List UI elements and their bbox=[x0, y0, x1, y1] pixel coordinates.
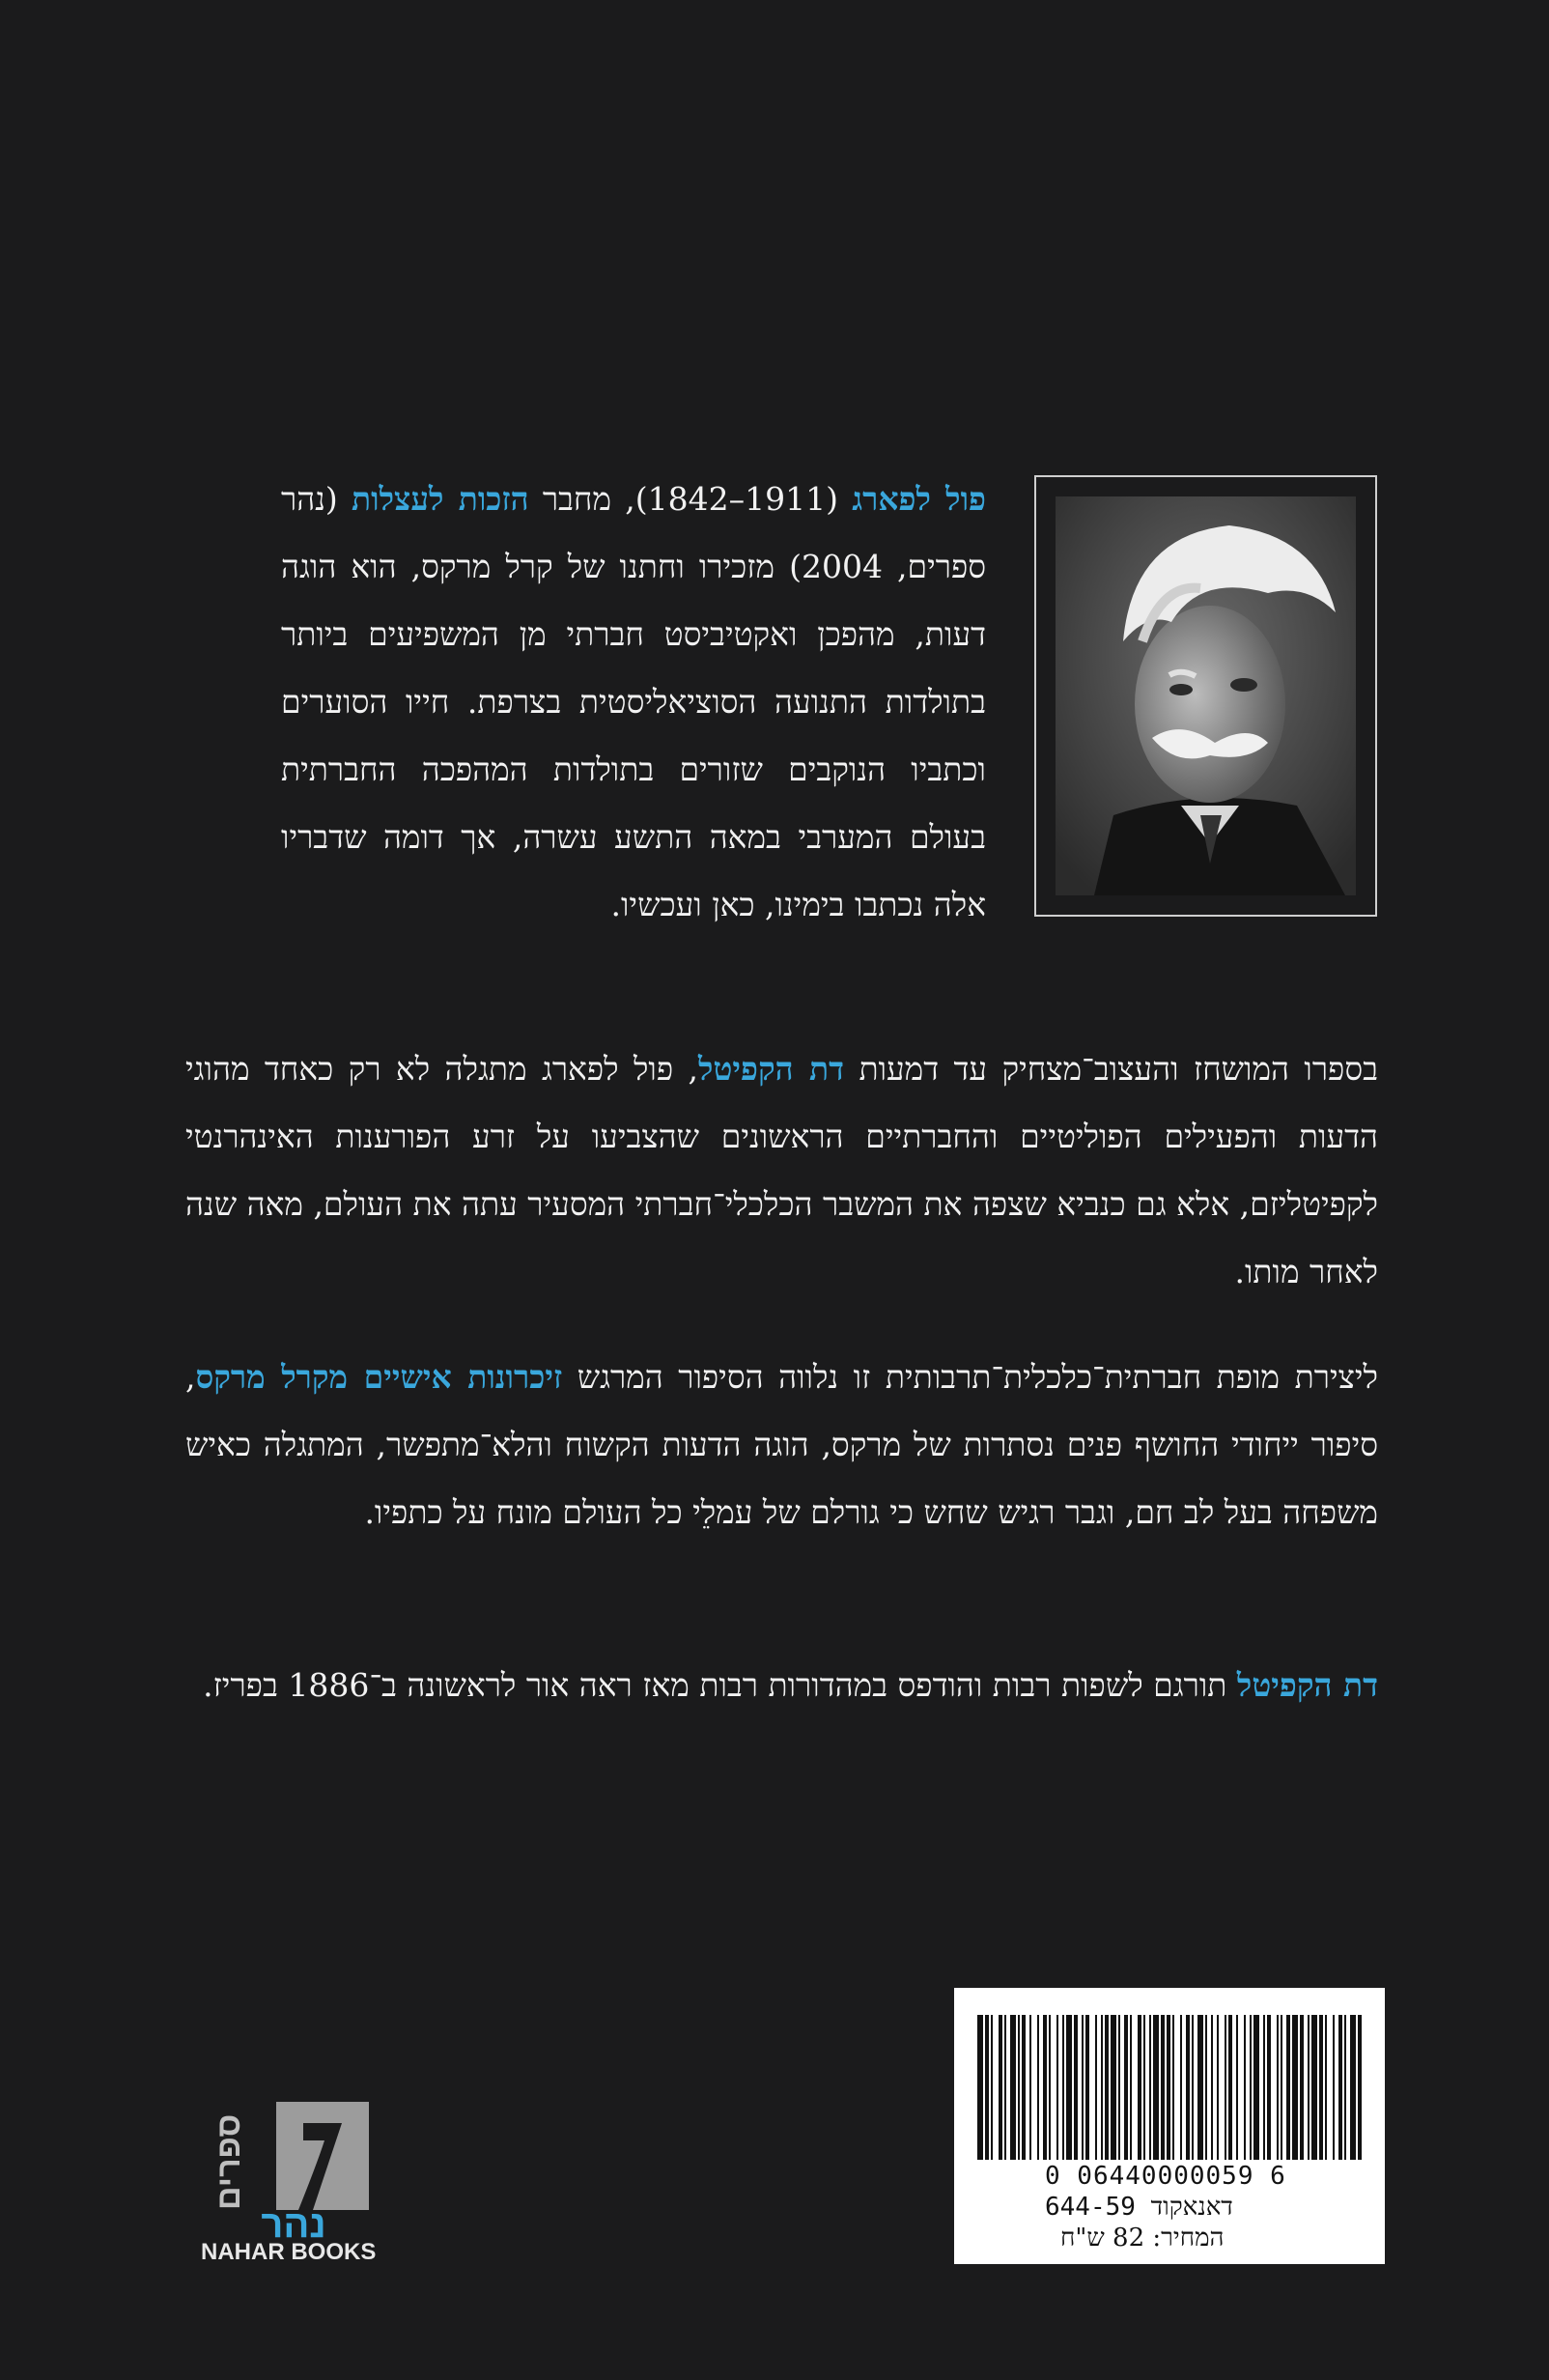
barcode-bar bbox=[1292, 2015, 1298, 2160]
barcode-bar bbox=[1105, 2015, 1109, 2160]
barcode-bar bbox=[1010, 2015, 1016, 2160]
barcode-code: 644-59 דאנאקוד bbox=[1045, 2193, 1233, 2222]
price-label: המחיר: 82 ש"ח bbox=[1060, 2224, 1225, 2252]
author-bio-paragraph bbox=[281, 466, 986, 939]
logo-hebrew-bottom: נהר bbox=[261, 2203, 326, 2239]
translation-paragraph bbox=[185, 1652, 1378, 1719]
barcode-bar bbox=[1180, 2015, 1182, 2160]
barcode-bar bbox=[1022, 2015, 1026, 2160]
barcode-bar bbox=[1095, 2015, 1097, 2160]
barcode-bar bbox=[1211, 2015, 1213, 2160]
barcode-bar bbox=[1062, 2015, 1064, 2160]
barcode-bar bbox=[1205, 2015, 1207, 2160]
barcode-bar bbox=[1074, 2015, 1078, 2160]
author-photo-frame bbox=[1034, 475, 1377, 917]
author-photo bbox=[1056, 496, 1356, 895]
barcode-bar bbox=[991, 2015, 993, 2160]
barcode-bar bbox=[1325, 2015, 1327, 2160]
barcode-bar bbox=[1250, 2015, 1252, 2160]
barcode-bar bbox=[1066, 2015, 1072, 2160]
barcode-bars bbox=[977, 2015, 1362, 2160]
p1-text-2: , פול לפארג מתגלה לא רק כאחד מהוגי הדעות והפעילים הפוליטיים והחברתיים הראשונים שהצביעו על זרע הפורענות האינהרנטי לקפיטליזם, אלא גם כנביא שצפה את המשבר הכלכלי־חברתי המסעיר עתה את העולם, מאה שנה לאחר מותו. bbox=[185, 1050, 1378, 1290]
barcode-bar bbox=[1049, 2015, 1051, 2160]
book-title-memoirs: זיכרונות אישיים מקרל מרקס bbox=[195, 1358, 563, 1396]
barcode-bar bbox=[1082, 2015, 1084, 2160]
barcode-bar bbox=[1319, 2015, 1323, 2160]
barcode-bar bbox=[1111, 2015, 1116, 2160]
barcode-bar bbox=[1281, 2015, 1282, 2160]
barcode-bar bbox=[999, 2015, 1002, 2160]
barcode-bar bbox=[1056, 2015, 1058, 2160]
barcode-bar bbox=[1277, 2015, 1279, 2160]
book-title-religion-of-capital: דת הקפיטל bbox=[698, 1050, 845, 1088]
barcode-bar bbox=[1124, 2015, 1128, 2160]
barcode-bar bbox=[1130, 2015, 1132, 2160]
bio-text-2: (נהר ספרים, 2004) מזכירו וחתנו של קרל מרקס, הוא הוגה דעות, מהפכן ואקטיביסט חברתי מן המשפיעים ביותר בתולדות התנועה הסוציאליסטית בצרפת. חייו הסוערים וכתביו הנוקבים שזורים בתולדות המהפכה החברתית בעולם המערבי במאה התשע עשרה, אך דומה שדבריו אלה נכתבו בימינו, כאן ועכשיו. bbox=[281, 480, 987, 923]
barcode-bar bbox=[1101, 2015, 1103, 2160]
p1-text-1: בספרו המושחז והעצוב־מצחיק עד דמעות bbox=[844, 1050, 1379, 1088]
barcode-number: 0 06440000059 6 bbox=[1045, 2162, 1286, 2191]
p2-text-2: , סיפור ייחודי החושף פנים נסתרות של מרקס, הוגה הדעות הקשוח והלא־מתפשר, המתגלה כאיש משפחה בעל לב חם, וגבר רגיש שחש כי גורלם של עמלֵי כל העולם מונח על כתפיו. bbox=[185, 1358, 1378, 1531]
barcode-bar bbox=[1344, 2015, 1346, 2160]
p2-text-1: ליצירת מופת חברתית־כלכלית־תרבותית זו נלווה הסיפור המרגש bbox=[562, 1358, 1378, 1396]
barcode-bar bbox=[1004, 2015, 1006, 2160]
barcode-bar bbox=[1244, 2015, 1246, 2160]
book-title-religion-of-capital-2: דת הקפיטל bbox=[1236, 1666, 1378, 1704]
barcode-bar bbox=[1308, 2015, 1310, 2160]
barcode-bar bbox=[1037, 2015, 1039, 2160]
book-title-right-to-laziness: הזכות לעצלות bbox=[352, 480, 529, 518]
barcode-bar bbox=[1186, 2015, 1190, 2160]
barcode-bar bbox=[1118, 2015, 1120, 2160]
barcode-bar bbox=[1217, 2015, 1219, 2160]
barcode-label bbox=[954, 1988, 1385, 2264]
logo-hebrew-top: ספרים bbox=[211, 2113, 247, 2210]
barcode-bar bbox=[1172, 2015, 1174, 2160]
barcode-bar bbox=[1286, 2015, 1290, 2160]
barcode-bar bbox=[1192, 2015, 1194, 2160]
barcode-bar bbox=[1236, 2015, 1238, 2160]
barcode-bar bbox=[1018, 2015, 1020, 2160]
barcode-bar bbox=[1085, 2015, 1089, 2160]
barcode-bar bbox=[1138, 2015, 1141, 2160]
barcode-bar bbox=[1263, 2015, 1265, 2160]
barcode-bar bbox=[1267, 2015, 1271, 2160]
barcode-bar bbox=[1350, 2015, 1356, 2160]
barcode-bar bbox=[1228, 2015, 1232, 2160]
barcode-bar bbox=[1161, 2015, 1165, 2160]
barcode-bar bbox=[1358, 2015, 1362, 2160]
barcode-bar bbox=[1153, 2015, 1159, 2160]
barcode-bar bbox=[1311, 2015, 1317, 2160]
barcode-bar bbox=[1225, 2015, 1226, 2160]
author-name: פול לפארג bbox=[852, 480, 986, 518]
barcode-bar bbox=[1149, 2015, 1151, 2160]
barcode-bar bbox=[1253, 2015, 1259, 2160]
barcode-bar bbox=[1043, 2015, 1047, 2160]
barcode-bar bbox=[1143, 2015, 1145, 2160]
barcode-bar bbox=[977, 2015, 983, 2160]
barcode-bar bbox=[1197, 2015, 1203, 2160]
barcode-bar bbox=[1338, 2015, 1342, 2160]
barcode-bar bbox=[985, 2015, 989, 2160]
p3-text-2: תורגם לשפות רבות והודפס במהדורות רבות מאז ראה אור לראשונה ב־1886 בפריז. bbox=[203, 1666, 1237, 1704]
barcode-bar bbox=[1029, 2015, 1031, 2160]
barcode-bar bbox=[1167, 2015, 1170, 2160]
barcode-bar bbox=[1333, 2015, 1335, 2160]
book-description-paragraph bbox=[185, 1035, 1378, 1306]
bio-text-1: (1911–1842), מחבר bbox=[528, 480, 853, 518]
barcode-bar bbox=[1300, 2015, 1304, 2160]
publisher-name: NAHAR BOOKS bbox=[201, 2239, 377, 2265]
memoirs-paragraph bbox=[185, 1344, 1378, 1546]
